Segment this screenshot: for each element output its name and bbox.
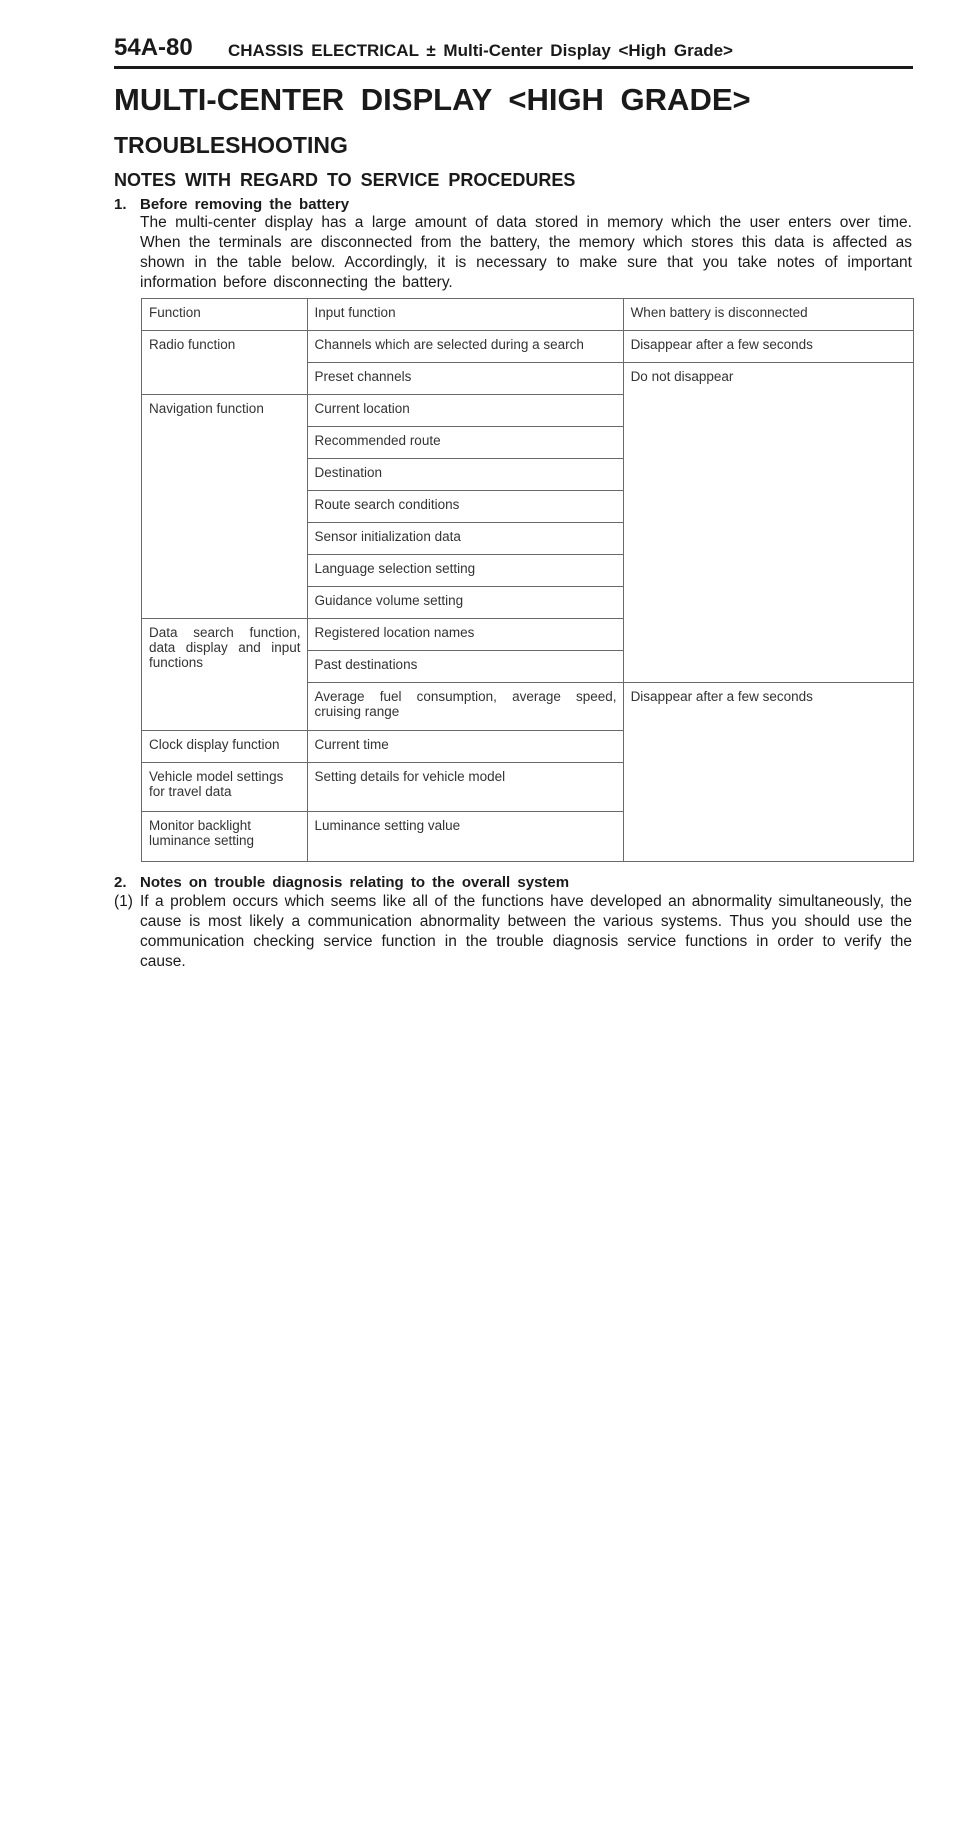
header-function: Function [142,299,308,331]
section-title: TROUBLESHOOTING [114,132,348,158]
input-cell: Preset channels [307,363,623,395]
item-1-number: 1. [114,196,127,213]
function-navigation: Navigation function [142,395,308,619]
header-title: CHASSIS ELECTRICAL ± Multi-Center Display <High Grade> [228,41,733,60]
main-title: MULTI-CENTER DISPLAY <HIGH GRADE> [114,82,751,117]
function-clock: Clock display function [142,731,308,763]
input-cell: Setting details for vehicle model [307,763,623,812]
page-number: 54A-80 [114,34,193,61]
item-2-heading-text: Notes on trouble diagnosis relating to the overall system [140,874,570,891]
function-monitor: Monitor backlight luminance setting [142,812,308,862]
input-cell: Guidance volume setting [307,587,623,619]
input-cell: Average fuel consumption, average speed, cruising range [307,683,623,731]
input-cell: Route search conditions [307,491,623,523]
input-cell: Language selection setting [307,555,623,587]
item-2-sub-label: (1) [114,893,133,910]
function-data-search: Data search function, data display and input functions [142,619,308,731]
input-cell: Sensor initialization data [307,523,623,555]
item-2-paragraph: If a problem occurs which seems like all of the functions have developed an abnormality simultaneously, the cause is most likely a communication abnormality between the various systems. Thus you should use the communication checking service function in the trouble diagnosis service functions in order to verify the cause. [140,893,912,970]
result-cell: Disappear after a few seconds [623,683,913,862]
result-cell: Disappear after a few seconds [623,331,913,363]
function-radio: Radio function [142,331,308,395]
input-cell: Channels which are selected during a search [307,331,623,363]
item-2-number: 2. [114,874,127,891]
result-cell: Do not disappear [623,363,913,683]
input-cell: Current location [307,395,623,427]
table-row [142,331,914,363]
item-1-heading-text: Before removing the battery [140,196,350,213]
input-cell: Luminance setting value [307,812,623,862]
input-cell: Past destinations [307,651,623,683]
header-battery-disconnected: When battery is disconnected [623,299,913,331]
item-1-paragraph: The multi-center display has a large amount of data stored in memory which the user enters over time. When the terminals are disconnected from the battery, the memory which stores this data is affected as shown in the table below. Accordingly, it is necessary to make sure that you take notes of important information before disconnecting the battery. [140,214,912,291]
battery-disconnect-table [141,298,914,862]
item-2-heading [114,874,569,891]
input-cell: Destination [307,459,623,491]
page-header [114,34,914,70]
function-vehicle-model: Vehicle model settings for travel data [142,763,308,812]
header-input-function: Input function [307,299,623,331]
subsection-title: NOTES WITH REGARD TO SERVICE PROCEDURES [114,170,576,190]
input-cell: Registered location names [307,619,623,651]
header-rule [114,66,913,69]
input-cell: Recommended route [307,427,623,459]
table-header-row [142,299,914,331]
item-1-heading [114,196,349,213]
input-cell: Current time [307,731,623,763]
